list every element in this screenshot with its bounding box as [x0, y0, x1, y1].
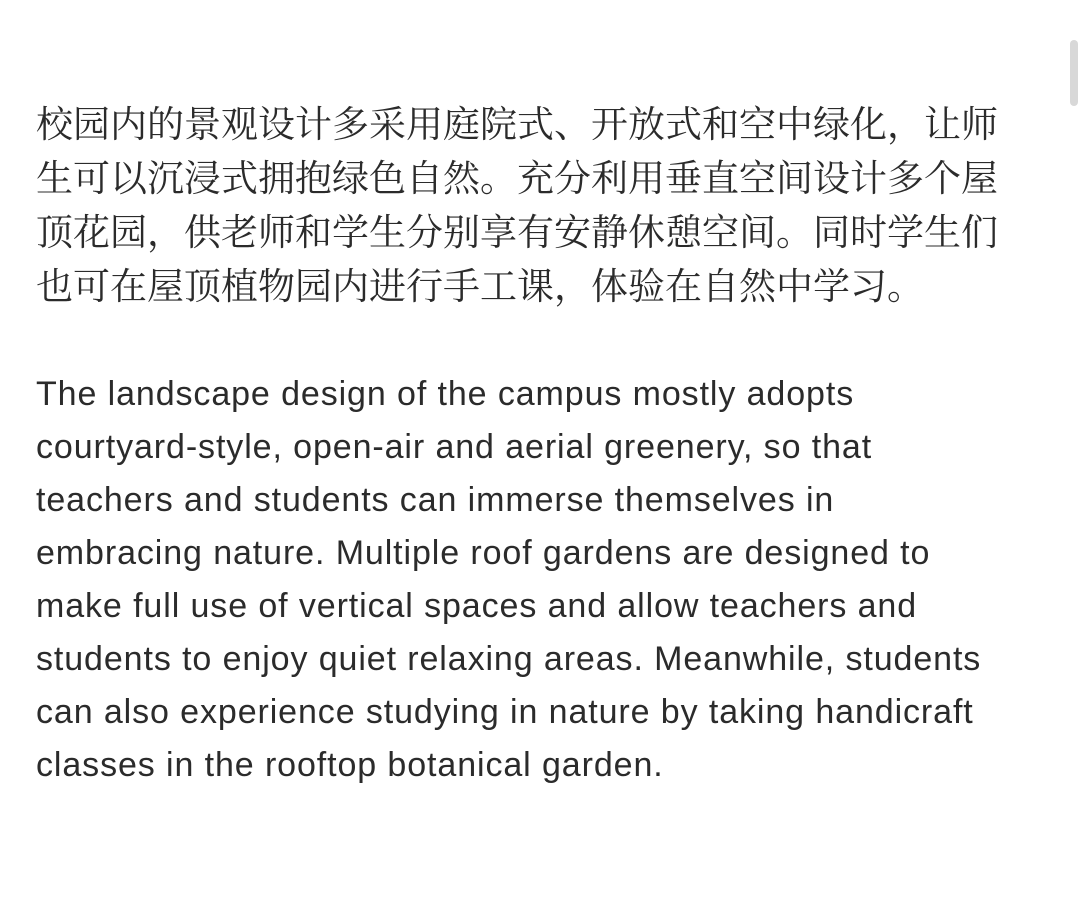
paragraph-line: make full use of vertical spaces and allow teachers and: [36, 587, 918, 625]
article-body: [36, 98, 1051, 792]
chinese-paragraph: [36, 98, 1051, 314]
paragraph-line: courtyard-style, open-air and aerial greenery, so that: [36, 428, 873, 466]
paragraph-line: 也可在屋顶植物园内进行手工课，体验在自然中学习。: [36, 265, 924, 308]
paragraph-line: classes in the rooftop botanical garden.: [36, 746, 664, 784]
english-paragraph: [36, 368, 1051, 792]
paragraph-line: students to enjoy quiet relaxing areas. Meanwhile, students: [36, 640, 982, 678]
scrollbar-thumb[interactable]: [1070, 40, 1078, 106]
paragraph-line: 生可以沉浸式拥抱绿色自然。充分利用垂直空间设计多个屋: [36, 157, 998, 200]
paragraph-line: embracing nature. Multiple roof gardens are designed to: [36, 534, 931, 572]
vertical-scrollbar[interactable]: [1066, 40, 1080, 106]
paragraph-line: 校园内的景观设计多采用庭院式、开放式和空中绿化，让师: [36, 103, 998, 146]
paragraph-line: teachers and students can immerse themselves in: [36, 481, 835, 519]
paragraph-line: The landscape design of the campus mostly adopts: [36, 375, 855, 413]
paragraph-line: can also experience studying in nature by taking handicraft: [36, 693, 974, 731]
paragraph-line: 顶花园，供老师和学生分别享有安静休憩空间。同时学生们: [36, 211, 998, 254]
